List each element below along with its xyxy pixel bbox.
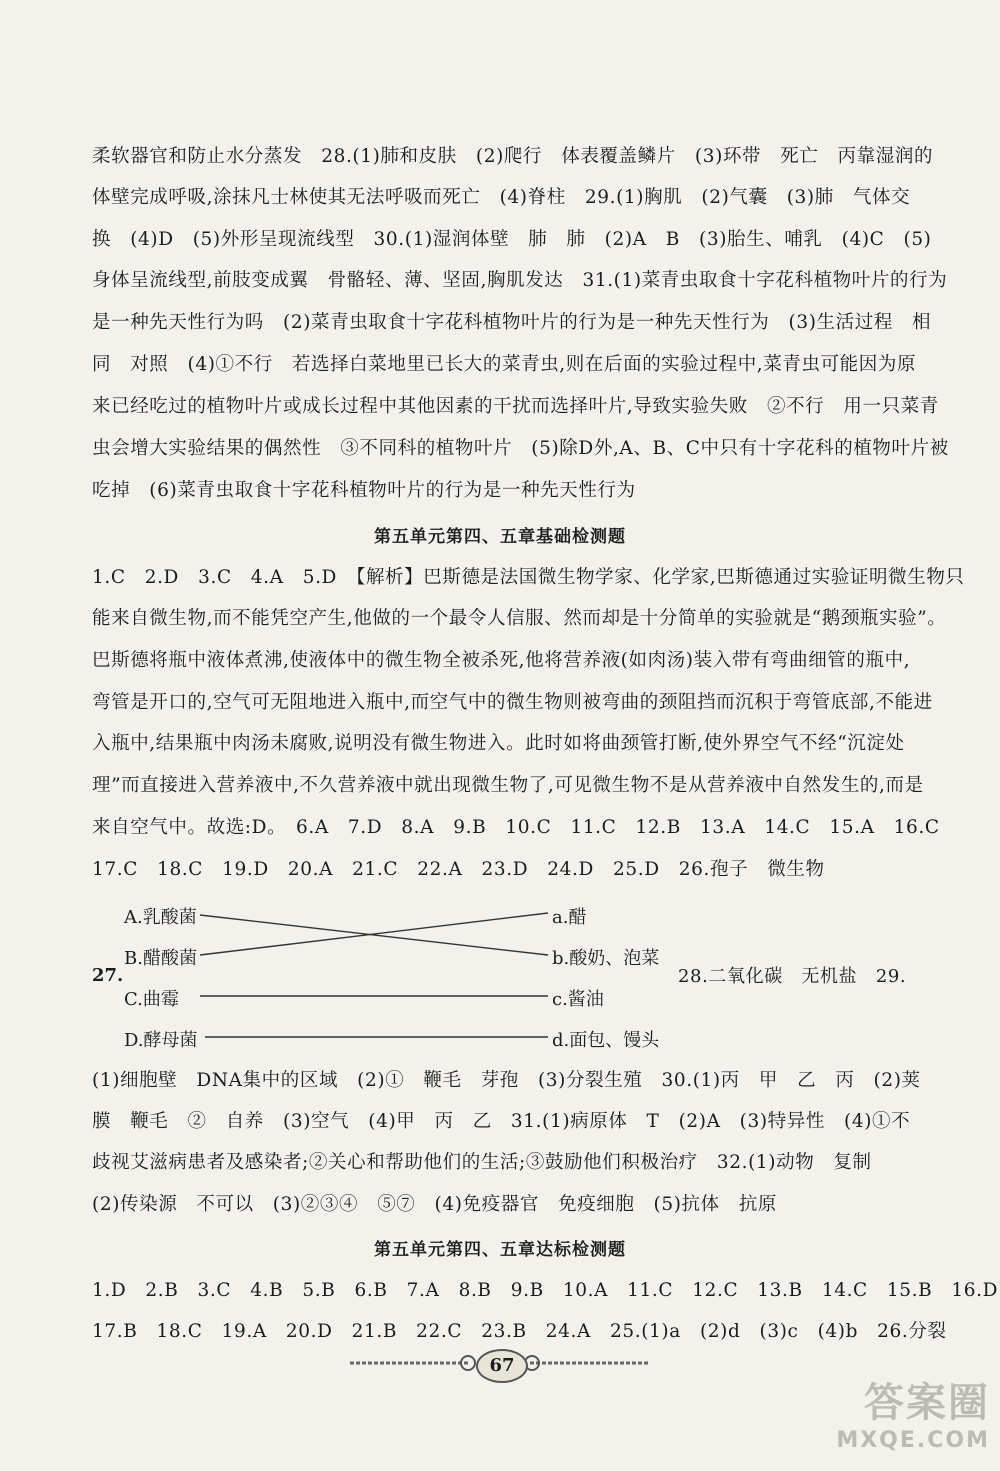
text-line: 巴斯德将瓶中液体煮沸,使液体中的微生物全被杀死,他将营养液(如肉汤)装入带有弯曲细管的瓶中, <box>92 650 911 671</box>
match-left-b: B.醋酸菌 <box>124 948 197 969</box>
match-right-b: b.酸奶、泡菜 <box>552 948 660 969</box>
question-answers-28: 28.二氧化碳 无机盐 29. <box>678 966 907 987</box>
question-number: 27. <box>92 965 124 986</box>
section-heading: 第五单元第四、五章基础检测题 <box>374 527 626 547</box>
text-line: 入瓶中,结果瓶中肉汤未腐败,说明没有微生物进入。此时如将曲颈管打断,使外界空气不经“沉淀处 <box>92 733 905 754</box>
watermark <box>790 1371 990 1461</box>
text-line: 歧视艾滋病患者及感染者;②关心和帮助他们的生活;③鼓励他们积极治疗 32.(1)动物 复制 <box>92 1152 872 1173</box>
text-line: 身体呈流线型,前肢变成翼 骨骼轻、薄、坚固,胸肌发达 31.(1)菜青虫取食十字花科植物叶片的行为 <box>92 270 948 291</box>
text-line: 同 对照 (4)①不行 若选择白菜地里已长大的菜青虫,则在后面的实验过程中,菜青虫可能因为原 <box>92 354 917 375</box>
text-line: 体壁完成呼吸,涂抹凡士林使其无法呼吸而死亡 (4)脊柱 29.(1)胸肌 (2)气囊 (3)肺 气体交 <box>92 187 911 208</box>
text-line: 17.C 18.C 19.D 20.A 21.C 22.A 23.D 24.D 25.D 26.孢子 微生物 <box>92 859 825 880</box>
text-line: 能来自微生物,而不能凭空产生,他做的一个最令人信服、然而却是十分简单的实验就是“鹅颈瓶实验”。 <box>92 608 947 629</box>
match-right-a: a.醋 <box>552 907 587 928</box>
text-line: 膜 鞭毛 ② 自养 (3)空气 (4)甲 丙 乙 31.(1)病原体 T (2)A (3)特异性 (4)①不 <box>92 1111 911 1132</box>
text-line: 1.C 2.D 3.C 4.A 5.D 【解析】巴斯德是法国微生物学家、化学家,巴斯德通过实验证明微生物只 <box>92 567 965 588</box>
text-line: 1.D 2.B 3.C 4.B 5.B 6.B 7.A 8.B 9.B 10.A 11.C 12.C 13.B 14.C 15.B 16.D <box>92 1280 999 1301</box>
text-line: 是一种先天性行为吗 (2)菜青虫取食十字花科植物叶片的行为是一种先天性行为 (3)生活过程 相 <box>92 312 932 333</box>
page-number: 67 <box>476 1349 528 1383</box>
text-line: 弯管是开口的,空气可无阻地进入瓶中,而空气中的微生物则被弯曲的颈阻挡而沉积于弯管底部,不能进 <box>92 692 933 713</box>
text-line: 虫会增大实验结果的偶然性 ③不同科的植物叶片 (5)除D外,A、B、C中只有十字花科的植物叶片被 <box>92 438 949 459</box>
text-line: 来自空气中。故选:D。 6.A 7.D 8.A 9.B 10.C 11.C 12.B 13.A 14.C 15.A 16.C <box>92 817 940 838</box>
text-line: 换 (4)D (5)外形呈现流线型 30.(1)湿润体壁 肺 肺 (2)A B (3)胎生、哺乳 (4)C (5) <box>92 229 932 250</box>
text-line: 吃掉 (6)菜青虫取食十字花科植物叶片的行为是一种先天性行为 <box>92 480 636 501</box>
text-line: 17.B 18.C 19.A 20.D 21.B 22.C 23.B 24.A 25.(1)a (2)d (3)c (4)b 26.分裂 <box>92 1321 947 1342</box>
watermark-logo-text: 答案圈 <box>864 1380 990 1426</box>
match-right-d: d.面包、馒头 <box>552 1030 660 1051</box>
text-line: 来已经吃过的植物叶片或成长过程中其他因素的干扰而选择叶片,导致实验失败 ②不行 用一只菜青 <box>92 396 939 417</box>
watermark-url: MXQE.COM <box>836 1428 990 1453</box>
match-left-d: D.酵母菌 <box>124 1030 198 1051</box>
match-left-c: C.曲霉 <box>124 989 179 1010</box>
text-line: (1)细胞壁 DNA集中的区域 (2)① 鞭毛 芽孢 (3)分裂生殖 30.(1)丙 甲 乙 丙 (2)荚 <box>92 1070 921 1091</box>
text-line: 理”而直接进入营养液中,不久营养液中就出现微生物了,可见微生物不是从营养液中自然发生的,而是 <box>92 775 924 796</box>
match-left-a: A.乳酸菌 <box>124 907 197 928</box>
section-heading: 第五单元第四、五章达标检测题 <box>374 1240 626 1260</box>
text-line: 柔软器官和防止水分蒸发 28.(1)肺和皮肤 (2)爬行 体表覆盖鳞片 (3)环带 死亡 丙靠湿润的 <box>92 146 934 167</box>
match-right-c: c.酱油 <box>552 989 604 1010</box>
text-line: (2)传染源 不可以 (3)②③④ ⑤⑦ (4)免疫器官 免疫细胞 (5)抗体 抗原 <box>92 1194 778 1215</box>
